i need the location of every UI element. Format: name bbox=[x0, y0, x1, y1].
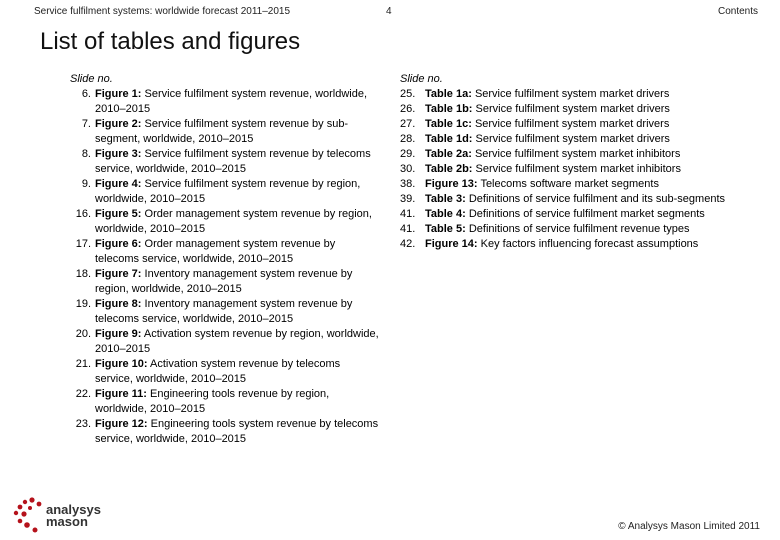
list-item[interactable] bbox=[70, 147, 380, 177]
slide-number: 6. bbox=[81, 88, 91, 100]
entry-label: Figure 9: bbox=[95, 328, 142, 340]
entry-description: Service fulfilment system revenue by region, worldwide, 2010–2015 bbox=[95, 178, 361, 205]
list-item[interactable] bbox=[400, 192, 730, 207]
slide-number: 30. bbox=[400, 163, 416, 175]
entry-description: Inventory management system revenue by telecoms service, worldwide, 2010–2015 bbox=[95, 298, 353, 325]
entry-label: Figure 3: bbox=[95, 148, 142, 160]
entry-caption bbox=[421, 192, 730, 207]
logo-wordmark bbox=[46, 504, 101, 528]
entry-label: Figure 5: bbox=[95, 208, 142, 220]
entry-list bbox=[400, 87, 730, 252]
entry-caption bbox=[421, 147, 730, 162]
logo-line-analysys: analysys bbox=[46, 502, 101, 517]
entry-label: Figure 6: bbox=[95, 238, 142, 250]
entry-description: Engineering tools system revenue by telecoms service, worldwide, 2010–2015 bbox=[95, 418, 379, 445]
slide-number: 22. bbox=[75, 388, 91, 400]
entry-caption bbox=[421, 117, 730, 132]
entry-description: Definitions of service fulfilment revenue types bbox=[468, 223, 690, 235]
entry-caption bbox=[421, 237, 730, 252]
entry-caption bbox=[91, 357, 380, 387]
entry-label: Figure 4: bbox=[95, 178, 142, 190]
slide-number: 25. bbox=[400, 88, 416, 100]
entry-description: Service fulfilment system revenue by sub-segment, worldwide, 2010–2015 bbox=[95, 118, 349, 145]
slide-number: 27. bbox=[400, 118, 416, 130]
list-item[interactable] bbox=[400, 132, 730, 147]
slide-number: 29. bbox=[400, 148, 416, 160]
entry-description: Engineering tools revenue by region, worldwide, 2010–2015 bbox=[95, 388, 330, 415]
entry-caption bbox=[91, 117, 380, 147]
list-item[interactable] bbox=[70, 357, 380, 387]
entry-description: Activation system revenue by telecoms service, worldwide, 2010–2015 bbox=[95, 358, 341, 385]
entry-caption bbox=[91, 177, 380, 207]
slide-number: 26. bbox=[400, 103, 416, 115]
entry-label: Table 1a: bbox=[425, 88, 472, 100]
list-item[interactable] bbox=[400, 117, 730, 132]
entry-caption bbox=[421, 222, 730, 237]
entry-caption bbox=[91, 207, 380, 237]
entry-caption bbox=[91, 87, 380, 117]
contents-link[interactable]: Contents bbox=[717, 6, 758, 17]
entry-description: Service fulfilment system market drivers bbox=[474, 118, 670, 130]
slide-number: 8. bbox=[81, 148, 91, 160]
entry-caption bbox=[421, 102, 730, 117]
slide-number: 20. bbox=[75, 328, 91, 340]
entry-description: Order management system revenue by region, worldwide, 2010–2015 bbox=[95, 208, 372, 235]
entry-label: Table 4: bbox=[425, 208, 466, 220]
entry-label: Figure 13: bbox=[425, 178, 478, 190]
entry-description: Service fulfilment system market drivers bbox=[475, 103, 670, 115]
logo-line-mason: mason bbox=[46, 514, 88, 529]
document-title: Service fulfilment systems: worldwide forecast 2011–2015 bbox=[34, 6, 291, 17]
logo-dots-icon bbox=[14, 497, 42, 532]
list-item[interactable] bbox=[400, 237, 730, 252]
entry-label: Table 1d: bbox=[425, 133, 473, 145]
entry-caption bbox=[91, 327, 380, 357]
entry-label: Table 1b: bbox=[425, 103, 473, 115]
entry-description: Service fulfilment system market inhibitors bbox=[475, 163, 681, 175]
entry-caption bbox=[91, 387, 380, 417]
list-item[interactable] bbox=[70, 417, 380, 447]
list-item[interactable] bbox=[70, 297, 380, 327]
entry-label: Table 2a: bbox=[425, 148, 472, 160]
list-item[interactable] bbox=[70, 87, 380, 117]
list-item[interactable] bbox=[400, 87, 730, 102]
entry-description: Inventory management system revenue by region, worldwide, 2010–2015 bbox=[95, 268, 353, 295]
entry-caption bbox=[421, 162, 730, 177]
slide-number: 41. bbox=[400, 223, 416, 235]
page-title: List of tables and figures bbox=[40, 28, 301, 55]
list-item[interactable] bbox=[400, 177, 730, 192]
list-item[interactable] bbox=[400, 147, 730, 162]
entry-label: Table 3: bbox=[425, 193, 466, 205]
slide-number: 39. bbox=[400, 193, 416, 205]
entry-label: Table 2b: bbox=[425, 163, 473, 175]
slide-number: 19. bbox=[75, 298, 91, 310]
slide-number: 18. bbox=[75, 268, 91, 280]
entry-label: Figure 1: bbox=[95, 88, 142, 100]
entry-label: Figure 10: bbox=[95, 358, 148, 370]
entry-description: Key factors influencing forecast assumptions bbox=[480, 238, 699, 250]
entry-caption bbox=[91, 297, 380, 327]
figures-list-right bbox=[400, 72, 730, 252]
entry-label: Table 1c: bbox=[425, 118, 472, 130]
slide-number: 28. bbox=[400, 133, 416, 145]
entry-label: Figure 14: bbox=[425, 238, 478, 250]
slide-number: 16. bbox=[75, 208, 91, 220]
entry-caption bbox=[421, 87, 730, 102]
list-item[interactable] bbox=[70, 207, 380, 237]
entry-label: Table 5: bbox=[425, 223, 466, 235]
slide-number-header: Slide no. bbox=[70, 73, 113, 85]
copyright-notice: © Analysys Mason Limited 2011 bbox=[618, 521, 760, 532]
entry-caption bbox=[91, 267, 380, 297]
entry-label: Figure 11: bbox=[95, 388, 147, 400]
slide-number: 7. bbox=[81, 118, 91, 130]
list-item[interactable] bbox=[70, 267, 380, 297]
entry-description: Service fulfilment system market inhibitors bbox=[474, 148, 681, 160]
list-item[interactable] bbox=[70, 327, 380, 357]
entry-description: Service fulfilment system market drivers bbox=[474, 88, 670, 100]
entry-description: Service fulfilment system market drivers bbox=[475, 133, 670, 145]
entry-description: Service fulfilment system revenue, worldwide, 2010–2015 bbox=[95, 88, 368, 115]
figures-list-left bbox=[70, 72, 380, 447]
list-item[interactable] bbox=[70, 387, 380, 417]
slide-number: 38. bbox=[400, 178, 416, 190]
list-item[interactable] bbox=[400, 102, 730, 117]
entry-description: Service fulfilment system revenue by telecoms service, worldwide, 2010–2015 bbox=[95, 148, 371, 175]
entry-caption bbox=[91, 237, 380, 267]
entry-caption bbox=[421, 132, 730, 147]
slide-number: 17. bbox=[75, 238, 91, 250]
entry-description: Activation system revenue by region, worldwide, 2010–2015 bbox=[95, 328, 379, 355]
entry-caption bbox=[91, 417, 380, 447]
entry-list bbox=[70, 87, 380, 447]
entry-caption bbox=[421, 177, 730, 192]
list-item[interactable] bbox=[70, 237, 380, 267]
entry-description: Order management system revenue by telecoms service, worldwide, 2010–2015 bbox=[95, 238, 336, 265]
entry-label: Figure 2: bbox=[95, 118, 142, 130]
list-item[interactable] bbox=[70, 117, 380, 147]
entry-description: Definitions of service fulfilment market segments bbox=[468, 208, 705, 220]
slide-number: 42. bbox=[400, 238, 416, 250]
entry-label: Figure 8: bbox=[95, 298, 142, 310]
slide-number: 41. bbox=[400, 208, 416, 220]
entry-description: Telecoms software market segments bbox=[480, 178, 659, 190]
list-item[interactable] bbox=[400, 207, 730, 222]
list-item[interactable] bbox=[400, 162, 730, 177]
slide-number: 9. bbox=[81, 178, 91, 190]
entry-description: Definitions of service fulfilment and its sub-segments bbox=[468, 193, 725, 205]
entry-label: Figure 7: bbox=[95, 268, 142, 280]
slide-number: 23. bbox=[75, 418, 91, 430]
list-item[interactable] bbox=[70, 177, 380, 207]
slide-number: 21. bbox=[75, 358, 91, 370]
entry-caption bbox=[421, 207, 730, 222]
entry-label: Figure 12: bbox=[95, 418, 148, 430]
slide-number-header: Slide no. bbox=[400, 73, 443, 85]
list-item[interactable] bbox=[400, 222, 730, 237]
page-number: 4 bbox=[386, 6, 392, 17]
entry-caption bbox=[91, 147, 380, 177]
